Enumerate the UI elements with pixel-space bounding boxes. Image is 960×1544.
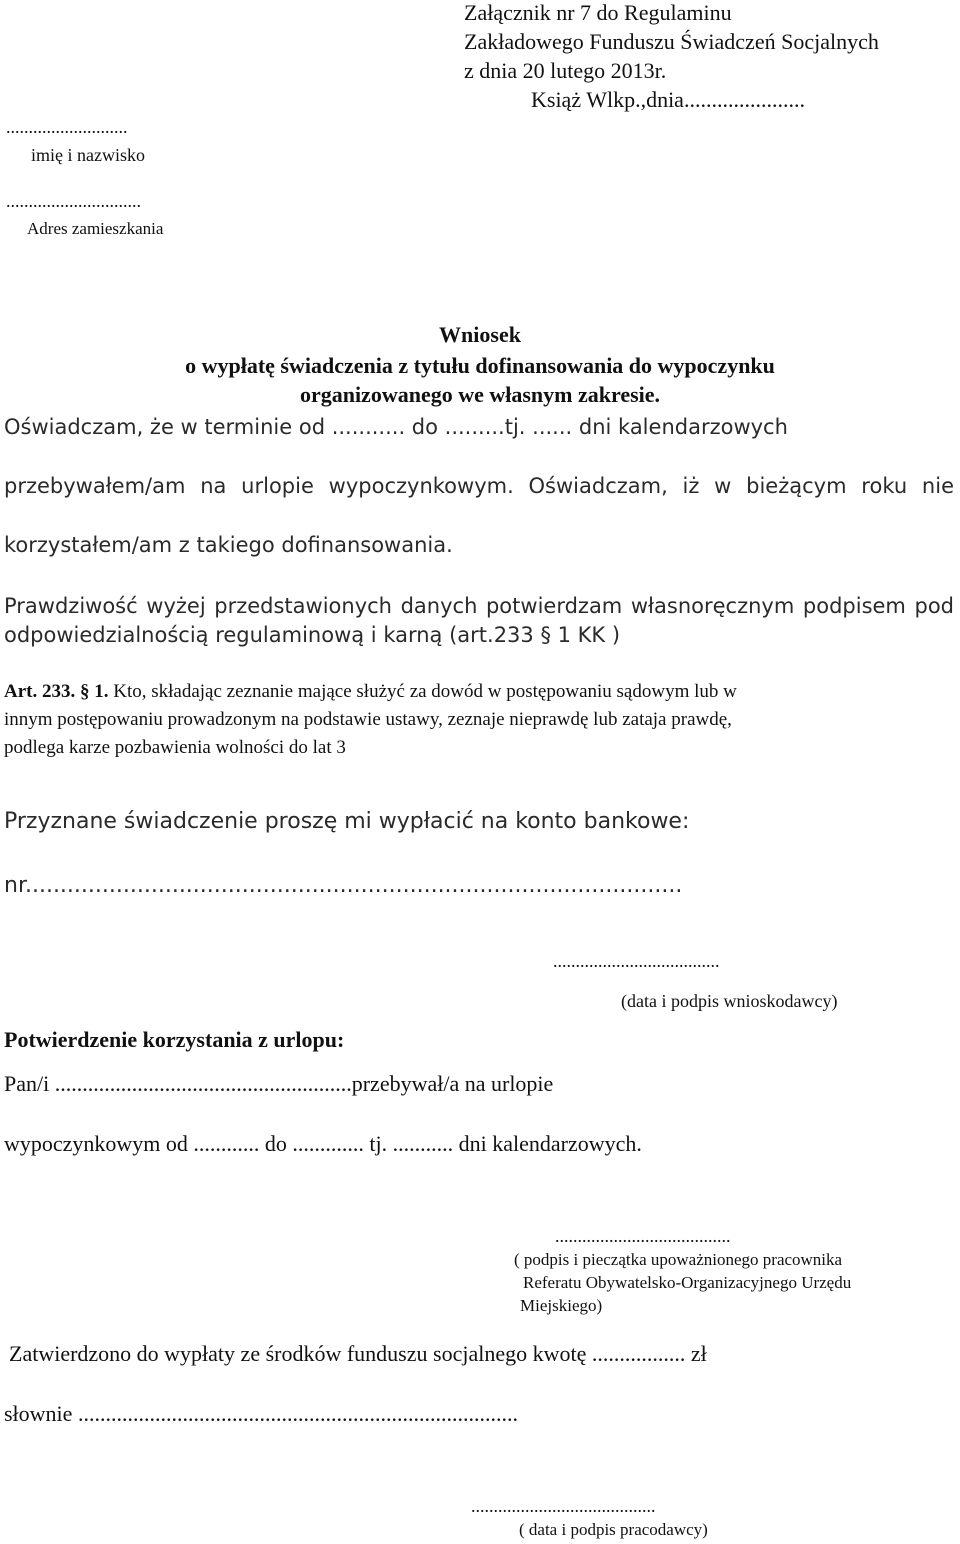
truth-line-1: Prawdziwość wyżej przedstawionych danych potwierdzam własnoręcznym podpisem pod: [4, 594, 954, 618]
applicant-address-dots: ..............................: [6, 191, 141, 211]
approval-amount-line: Zatwierdzono do wypłaty ze środków funduszu socjalnego kwotę ................. zł: [9, 1341, 707, 1366]
employer-signature-label: ( data i podpis pracodawcy): [519, 1520, 708, 1539]
applicant-signature-dots: .....................................: [553, 951, 720, 971]
authorized-signature-label-2: Referatu Obywatelsko-Organizacyjnego Urzędu: [523, 1273, 852, 1292]
statement-line-2: przebywałem/am na urlopie wypoczynkowym. Oświadczam, iż w bieżącym roku nie: [4, 474, 954, 498]
statement-line-1: Oświadczam, że w terminie od ........... do .........tj. ...... dni kalendarzowych: [4, 415, 788, 439]
attachment-line-1: Załącznik nr 7 do Regulaminu: [464, 0, 732, 25]
truth-line-2: odpowiedzialnością regulaminową i karną (art.233 § 1 KK ): [4, 623, 621, 647]
applicant-signature-label: (data i podpis wnioskodawcy): [621, 991, 838, 1011]
applicant-address-label: Adres zamieszkania: [27, 219, 164, 238]
authorized-signature-label-1: ( podpis i pieczątka upoważnionego pracownika: [514, 1250, 843, 1269]
confirmation-line-1: Pan/i ......................................................przebywał/a na urlopie: [4, 1071, 554, 1096]
document-title: Wniosek: [439, 322, 521, 347]
authorized-signature-label-3: Miejskiego): [520, 1296, 603, 1315]
bank-account-field: nr..............................................................................................: [4, 873, 683, 898]
article-text-line-1: [4, 682, 737, 701]
applicant-name-label: imię i nazwisko: [31, 145, 145, 165]
employer-signature-dots: .........................................: [471, 1496, 656, 1516]
attachment-line-3: z dnia 20 lutego 2013r.: [464, 58, 667, 83]
attachment-line-2: Zakładowego Funduszu Świadczeń Socjalnych: [464, 29, 879, 54]
confirmation-line-2: wypoczynkowym od ............ do ............. tj. ........... dni kalendarzowych.: [4, 1131, 642, 1156]
document-subtitle-line-2: organizowanego we własnym zakresie.: [299, 382, 661, 407]
place-date: Książ Wlkp.,dnia......................: [531, 87, 805, 112]
confirmation-heading: Potwierdzenie korzystania z urlopu:: [4, 1027, 345, 1052]
statement-line-3: korzystałem/am z takiego dofinansowania.: [4, 533, 453, 557]
payment-request: Przyznane świadczenie proszę mi wypłacić na konto bankowe:: [4, 809, 690, 834]
article-line-1-text: Kto, składając zeznanie mające służyć za dowód w postępowaniu sądowym lub w: [113, 681, 737, 702]
applicant-name-dots: ...........................: [6, 117, 128, 137]
approval-words-line: słownie ................................................................................: [4, 1401, 518, 1426]
article-text-line-2: innym postępowaniu prowadzonym na podstawie ustawy, zeznaje nieprawdę lub zataja prawdę,: [4, 709, 732, 730]
article-text-line-3: podlega karze pozbawienia wolności do lat 3: [4, 737, 346, 758]
authorized-signature-dots: .......................................: [555, 1226, 731, 1246]
article-reference: Art. 233. § 1.: [4, 681, 109, 702]
document-subtitle-line-1: o wypłatę świadczenia z tytułu dofinansowania do wypoczynku: [185, 353, 775, 378]
